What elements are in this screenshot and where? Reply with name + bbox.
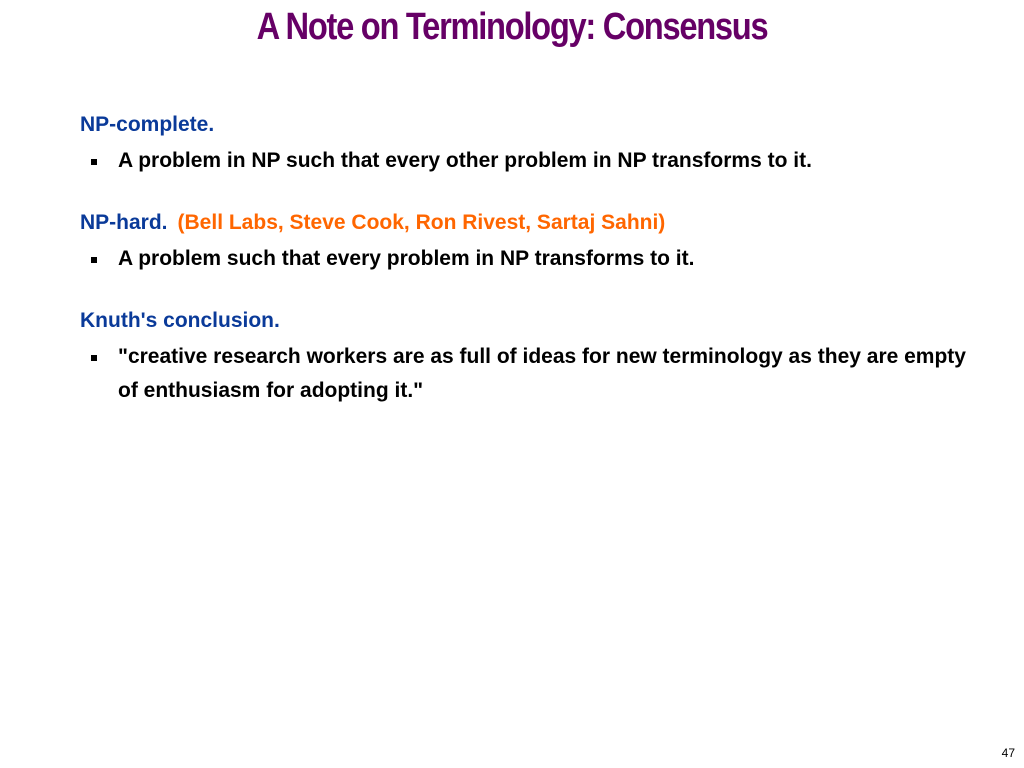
bullet-text: A problem such that every problem in NP transforms to it. xyxy=(118,247,695,270)
section-heading xyxy=(80,110,990,140)
section-knuth-conclusion xyxy=(80,306,990,408)
bullet-text: "creative research workers are as full of ideas for new terminology as they are empty of enthusiasm for adopting it." xyxy=(118,345,966,402)
square-bullet-icon xyxy=(91,257,97,263)
bullet-item xyxy=(80,144,990,178)
bullet-item xyxy=(80,340,990,408)
bullet-text: A problem in NP such that every other problem in NP transforms to it. xyxy=(118,149,812,172)
bullet-item xyxy=(80,242,990,276)
slide-title: A Note on Terminology: Consensus xyxy=(256,6,768,48)
attribution-note: (Bell Labs, Steve Cook, Ron Rivest, Sartaj Sahni) xyxy=(177,211,666,234)
square-bullet-icon xyxy=(91,159,97,165)
heading-text: Knuth's conclusion. xyxy=(80,309,280,332)
heading-text: NP-complete. xyxy=(80,113,215,136)
square-bullet-icon xyxy=(91,355,97,361)
section-np-hard xyxy=(80,208,990,276)
section-heading xyxy=(80,208,990,238)
heading-text: NP-hard. xyxy=(80,211,168,234)
section-heading xyxy=(80,306,990,336)
page-number: 47 xyxy=(1001,746,1015,760)
slide-content xyxy=(80,110,990,408)
section-np-complete xyxy=(80,110,990,178)
